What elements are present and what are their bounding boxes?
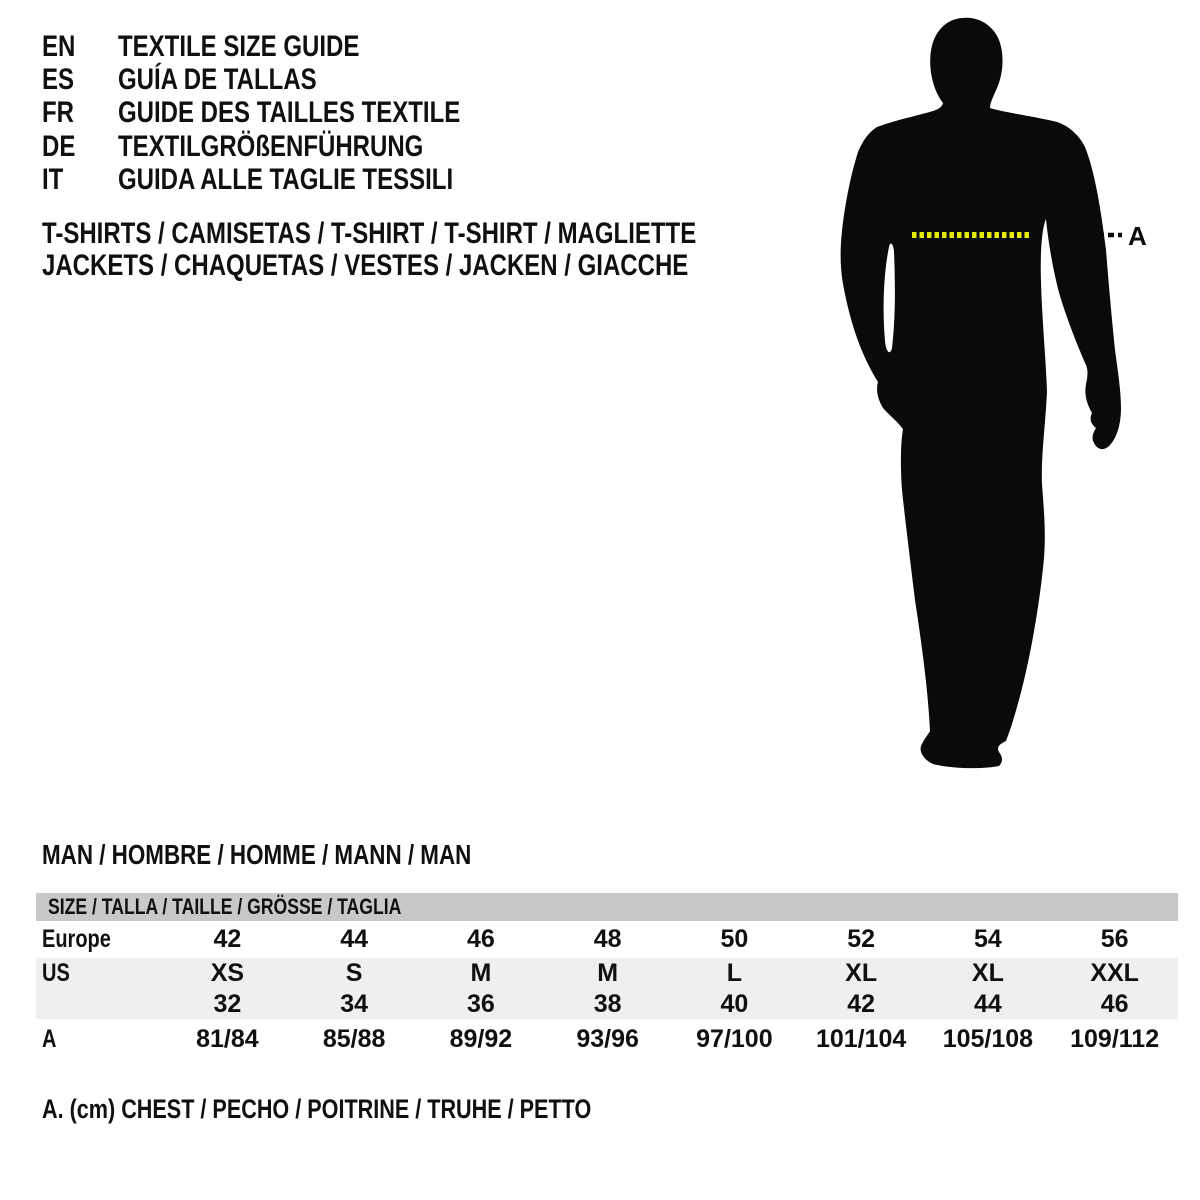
guide-title-it: GUIDA ALLE TAGLIE TESSILI: [118, 163, 454, 197]
table-cell: 36: [466, 989, 495, 1018]
table-cell: XL: [845, 959, 878, 987]
guide-title-en: TEXTILE SIZE GUIDE: [118, 29, 360, 63]
table-cell: 56: [1100, 925, 1129, 953]
category-list: [42, 218, 860, 282]
size-table-header: [36, 893, 1178, 921]
table-cell: 34: [340, 989, 369, 1018]
language-row-de: [42, 130, 546, 163]
table-cell: 85/88: [322, 1024, 386, 1053]
table-cell: 105/108: [942, 1024, 1034, 1053]
table-cell: 44: [340, 925, 369, 953]
row-label: A: [42, 1024, 57, 1053]
guide-title-es: GUÍA DE TALLAS: [118, 63, 317, 97]
language-row-it: [42, 164, 546, 197]
table-cell: 93/96: [576, 1024, 639, 1053]
table-cell: S: [345, 959, 363, 987]
table-cell: 40: [720, 989, 749, 1018]
table-cell: 48: [593, 925, 622, 953]
table-cell: M: [597, 959, 619, 987]
table-cell: M: [470, 959, 492, 987]
guide-title-fr: GUIDE DES TAILLES TEXTILE: [118, 96, 461, 130]
table-cell: 32: [213, 989, 242, 1018]
language-code: FR: [42, 96, 74, 130]
table-cell: 81/84: [196, 1024, 259, 1053]
table-cell: XL: [971, 959, 1004, 987]
table-cell: 44: [973, 989, 1002, 1018]
row-label: US: [42, 959, 70, 987]
section-title-man: MAN / HOMBRE / HOMME / MANN / MAN: [42, 839, 472, 870]
table-row-chest-cm: [36, 1019, 1178, 1059]
table-cell: 97/100: [696, 1024, 773, 1053]
table-cell: XXL: [1090, 959, 1139, 987]
table-cell: 46: [466, 925, 495, 953]
size-table-header-label: SIZE / TALLA / TAILLE / GRÖSSE / TAGLIA: [48, 894, 402, 919]
table-cell: L: [726, 959, 743, 987]
table-row-europe: [36, 921, 1178, 958]
man-silhouette-figure: [810, 0, 1200, 790]
table-row-alt-size: [36, 989, 1178, 1019]
table-cell: XS: [210, 959, 245, 987]
category-tshirts: T-SHIRTS / CAMISETAS / T-SHIRT / T-SHIRT / MAGLIETTE: [42, 217, 697, 250]
marker-label: A: [1128, 221, 1147, 251]
language-row-en: [42, 30, 546, 63]
guide-title-de: TEXTILGRÖßENFÜHRUNG: [118, 129, 424, 163]
table-cell: 42: [213, 925, 242, 953]
chest-measure-footnote: A. (cm) CHEST / PECHO / POITRINE / TRUHE / PETTO: [42, 1094, 592, 1124]
language-code: DE: [42, 129, 76, 163]
language-code: ES: [42, 63, 75, 97]
table-cell: 89/92: [449, 1024, 513, 1053]
table-cell: 101/104: [815, 1024, 907, 1053]
table-cell: 52: [847, 925, 876, 953]
category-jackets: JACKETS / CHAQUETAS / VESTES / JACKEN / GIACCHE: [42, 249, 689, 282]
table-cell: 46: [1100, 989, 1129, 1018]
language-list: [42, 30, 546, 197]
table-row-us: [36, 958, 1178, 989]
language-code: IT: [42, 163, 64, 197]
language-code: EN: [42, 29, 76, 63]
row-label: Europe: [42, 925, 111, 953]
size-table: [36, 893, 1178, 1059]
table-cell: 109/112: [1070, 1024, 1160, 1053]
table-cell: 38: [593, 989, 622, 1018]
language-row-es: [42, 63, 546, 96]
man-silhouette: [841, 18, 1121, 768]
table-cell: 42: [847, 989, 876, 1018]
table-cell: 54: [973, 925, 1002, 953]
language-row-fr: [42, 97, 546, 130]
table-cell: 50: [720, 925, 749, 953]
